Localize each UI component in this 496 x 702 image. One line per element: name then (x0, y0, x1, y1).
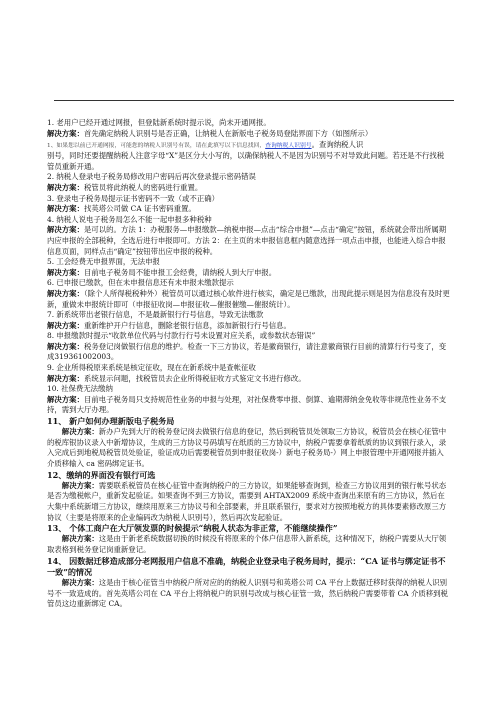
faq-answer: 解决方案：系统显示问题，找税管员去企业所得税征收方式鉴定文书进行修改。 (47, 373, 306, 383)
faq-question: 1. 老用户已经开通过网报，但登陆新系统时提示说，尚未开通网报。 (47, 118, 271, 127)
faq-answer-cont: 别号，同时还要提醒纳税人注意字母“X”是区分大小写的，以确保纳税人不是因为识别号不对导致此问题。若还是不行找税管员重新开通。 (47, 151, 445, 171)
faq-heading: 11、 新户如何办理新版电子税务局 (47, 416, 175, 427)
faq-answer: 解决方案：这是由于新老系统数据切换的时候没有将原来的个体户信息带入新系统，这种情况下，纳税户需要从大厅领取表格到税务登记岗重新登记。 (47, 534, 447, 554)
faq-question: 4. 纳税人说电子税务局怎么不能一起申报多种税种 (47, 214, 212, 224)
faq-answer: 解决方案：首先确定纳税人识别号是否正确，让纳税人在新版电子税务局登陆界面下方（如图所示） (47, 128, 373, 138)
faq-answer: 解决方案：是可以的。方法 1：办税服务—申报缴款—纳税申报—点击“综合申报”—点击“确定”按钮，系统就会带出所属期内应申报的全部税种，全选后进行申报即可。方法 2：在主页的未申报信息框内随意选择一项点击申报，也能进入综合申报信息页面，同样点击“确定”按钮带出应申报的税种。 (47, 225, 447, 256)
header-rule (54, 100, 454, 101)
faq-answer: 解决方案：需要联系税管员在核心征管中查询纳税户的三方协议，如果能够查询到，检查三方协议用到的银行帐号状态是否为缴税帐户，重新发起验证。如果查询不到三方协议，需要到 AHTAX2009 系统中查询出来原有的三方协议，然后在大集中系统新增三方协议，继续用原来三方协议号和全部要素，并且联系银行，要求对方按照地税方的具体要素修改原三方协议（主要是将原来的企业编码改为纳税人识别号），然后再次发起验证。 (47, 480, 447, 522)
faq-content (47, 118, 451, 610)
faq-question: 8. 申报缴款时提示“收款单位代码与付款行行号未设置对应关系，或参数状态错误” (47, 331, 316, 341)
faq-answer: 解决方案：新办户先到大厅的税务登记岗去做银行信息的登记，然后到税管员处领取三方协议，税管员会在核心征管中的税库银协议录入中新增协议，生成的三方协议号码填写在纸质的三方协议中，纳税户需要拿着纸质的协议到银行录入，录入完成后到地税局税管员处验证，验证成功后需要税管员到申报征收岗-）新电子税务局-）网上申报管理中开通网报并插入介质移输入 ca 密码绑定证书。 (47, 427, 447, 469)
faq-heading: 12、缴纳的界面没有银行可选 (47, 469, 156, 480)
faq-answer: 解决方案：税务登记岗做银行信息的维护。检查一下三方协议，若是徽商银行，请注意徽商银行目前的清算行行号变了，变成319361002003。 (47, 341, 447, 362)
faq-answer: 解决方案：找英塔公司做 CA 证书密码重置。 (47, 204, 196, 214)
login-hint-snapshot: 1、如果您以前已开通网报，可能您的纳税人识别号有误，请在此填写以下信息找回，查询纳税人识别号。查询纳税人识 (47, 140, 364, 150)
faq-answer: 解决方案：目前电子税务局不能申报工会经费，请纳税人到大厅申报。 (47, 267, 277, 277)
faq-answer: 解决方案：（除个人所得税税种外）税管员可以通过核心软件进行核实，确定是已缴款，出现此提示则是因为信息没有及时更新，重做未申报统计即可（申报征收岗—申报征收—催报催缴—催报统计）。 (47, 288, 450, 309)
faq-question: 9. 企业所得税原来系统是核定征收，现在在新系统中是查帐征收 (47, 363, 256, 373)
faq-answer: 解决方案：目前电子税务局只支持规范性业务的申报与处理，对社保费零申报、倒算、逾期滞纳金免收等非规范性业务不支持，需到大厅办理。 (47, 394, 447, 415)
faq-question: 7. 新系统带出老银行信息，不是最新银行行号信息，导致无法缴款 (47, 310, 264, 320)
faq-answer: 解决方案：重新维护开户行信息，删除老银行信息，添加新银行行号信息。 (47, 320, 291, 330)
faq-question: 6. 已申报已缴款，但在未申报信息还有未申报未缴款提示 (47, 278, 234, 288)
faq-question: 5. 工会经费无申报界面，无法申报 (47, 257, 160, 267)
faq-question: 10. 社保费无法缴纳 (47, 384, 113, 394)
faq-heading: 14、 因数据迁移造成部分老网报用户信息不准确，纳税企业登录电子税务局时，提示：“CA 证书与绑定证书不一致”的情况 (47, 555, 446, 577)
query-taxpayer-id-link[interactable]: 查询纳税人识别号 (265, 143, 312, 150)
faq-question: 3. 登录电子税务局提示证书密码不一致（或不正确） (47, 193, 219, 203)
faq-answer: 解决方案：税管员将此纳税人的密码进行重置。 (47, 182, 203, 192)
faq-heading: 13、 个体工商户在大厅领发票的时候提示“纳税人状态为非正常，不能继续操作” (47, 523, 338, 534)
faq-answer: 解决方案：这是由于核心征管当中纳税户所对应的的纳税人识别号和英塔公司 CA 平台上数据迁移时获得的纳税人识别号不一致造成的。首先英塔公司在 CA 平台上将纳税户的识别号改成与核心征管一致，然后纳税户需要带着 CA 介质移到税管员这边重新绑定 CA。 (47, 577, 448, 609)
faq-question: 2. 纳税人登录电子税务局修改用户密码后再次登录提示密码错误 (47, 172, 256, 182)
